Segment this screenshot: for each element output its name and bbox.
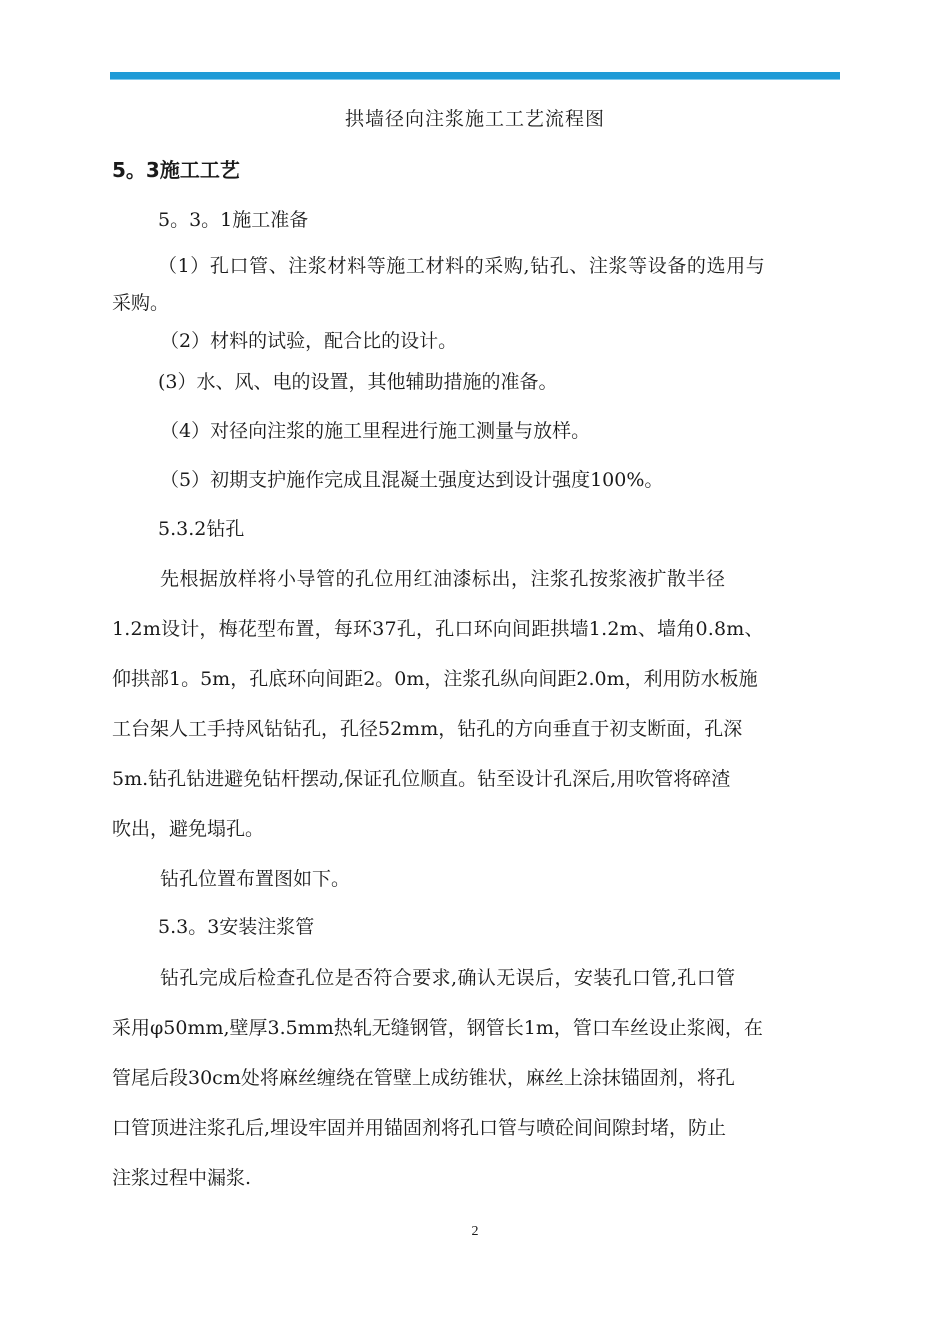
pipe-paragraph-line: 管尾后段30cm处将麻丝缠绕在管壁上成纺锥状，麻丝上涂抹锚固剂，将孔 <box>112 1067 735 1089</box>
drilling-paragraph-line: 仰拱部1。5m，孔底环向间距2。0m，注浆孔纵向间距2.0m，利用防水板施 <box>112 668 758 690</box>
prep-item-2: （2）材料的试验，配合比的设计。 <box>160 330 458 352</box>
drilling-paragraph-line: 吹出，避免塌孔。 <box>112 818 265 840</box>
drilling-paragraph-line: 5m.钻孔钻进避免钻杆摆动,保证孔位顺直。钻至设计孔深后,用吹管将碎渣 <box>112 768 731 790</box>
prep-item-4: （4）对径向注浆的施工里程进行施工测量与放样。 <box>160 420 591 442</box>
prep-item-5: （5）初期支护施作完成且混凝土强度达到设计强度100%。 <box>160 469 664 491</box>
pipe-paragraph-line: 钻孔完成后检查孔位是否符合要求,确认无误后，安装孔口管,孔口管 <box>160 967 736 989</box>
section-heading: 5。3施工工艺 <box>112 158 240 182</box>
pipe-paragraph-line: 注浆过程中漏浆. <box>112 1167 252 1189</box>
prep-item-1-cont: 采购。 <box>112 292 170 314</box>
subsection-heading-pipe: 5.3。3安装注浆管 <box>158 916 315 938</box>
drilling-note: 钻孔位置布置图如下。 <box>160 868 351 890</box>
prep-item-1: （1）孔口管、注浆材料等施工材料的采购,钻孔、注浆等设备的选用与 <box>158 255 766 277</box>
header-rule <box>110 72 840 80</box>
drilling-paragraph-line: 工台架人工手持风钻钻孔，孔径52mm，钻孔的方向垂直于初支断面，孔深 <box>112 718 743 740</box>
pipe-paragraph-line: 采用φ50mm,壁厚3.5mm热轧无缝钢管，钢管长1m，管口车丝设止浆阀，在 <box>112 1017 763 1039</box>
subsection-heading-drilling: 5.3.2钻孔 <box>158 518 245 540</box>
drilling-paragraph-line: 1.2m设计，梅花型布置，每环37孔，孔口环向间距拱墙1.2m、墙角0.8m、 <box>112 618 764 640</box>
subsection-heading-prep: 5。3。1施工准备 <box>158 209 309 231</box>
pipe-paragraph-line: 口管顶进注浆孔后,埋设牢固并用锚固剂将孔口管与喷砼间间隙封堵，防止 <box>112 1117 727 1139</box>
prep-item-3: (3）水、风、电的设置，其他辅助措施的准备。 <box>158 371 558 393</box>
figure-caption: 拱墙径向注浆施工工艺流程图 <box>344 108 605 130</box>
page-number: 2 <box>471 1224 479 1239</box>
drilling-paragraph-line: 先根据放样将小导管的孔位用红油漆标出，注浆孔按浆液扩散半径 <box>160 568 726 590</box>
